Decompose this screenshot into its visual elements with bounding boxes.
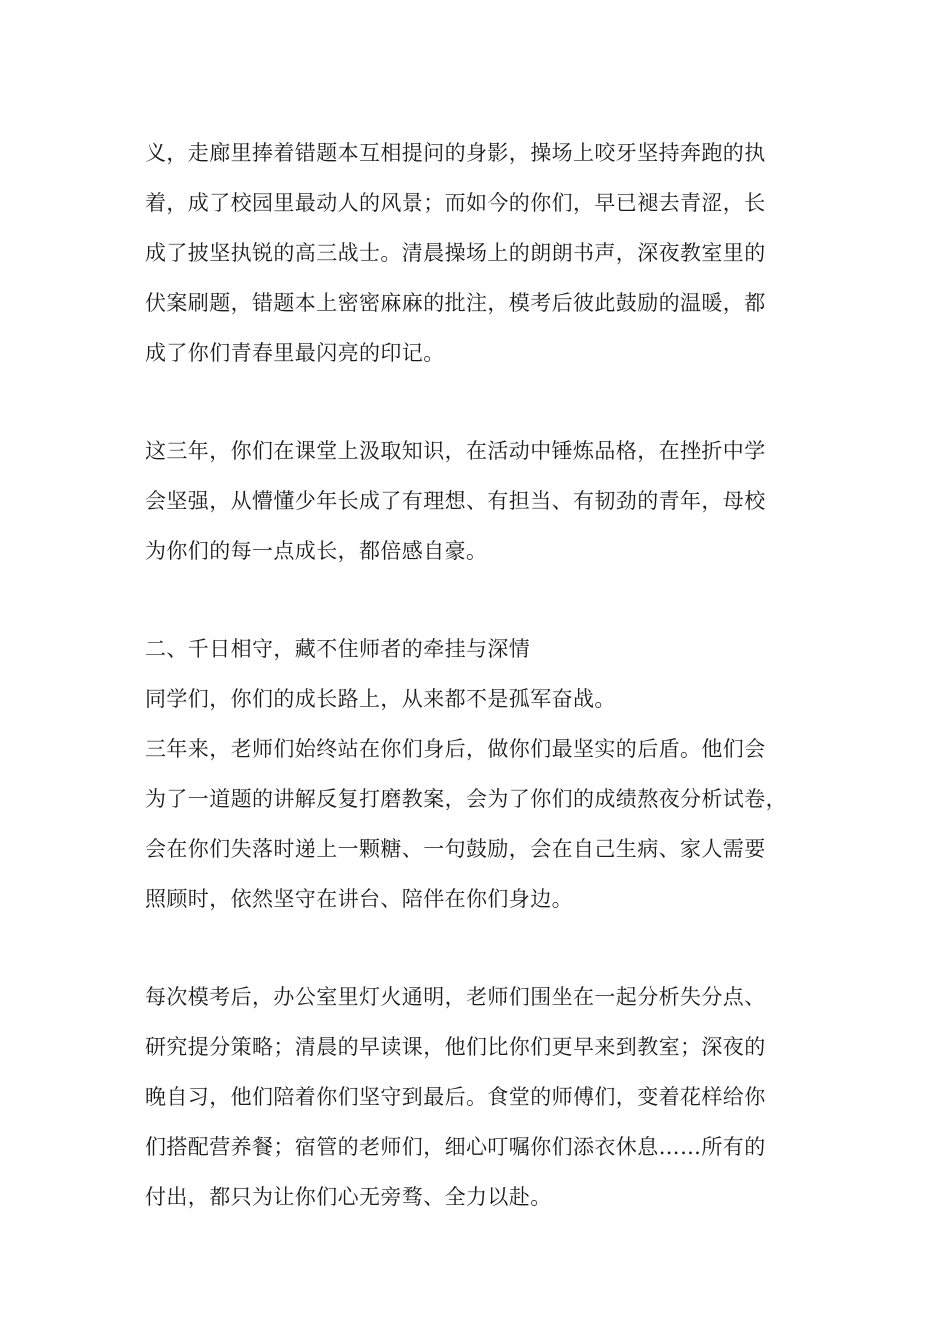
text-line: 照顾时，依然坚守在讲台、陪伴在你们身边。: [145, 887, 573, 911]
text-line: 三年来，老师们始终站在你们身后，做你们最坚实的后盾。他们会: [145, 737, 766, 761]
text-line: 付出，都只为让你们心无旁骛、全力以赴。: [145, 1185, 552, 1209]
text-line: 研究提分策略；清晨的早读课，他们比你们更早来到教室；深夜的: [145, 1035, 766, 1059]
text-line: 成了披坚执锐的高三战士。清晨操场上的朗朗书声，深夜教室里的: [145, 241, 766, 265]
text-line: 伏案刷题，错题本上密密麻麻的批注，模考后彼此鼓励的温暖，都: [145, 291, 766, 315]
text-line: 为你们的每一点成长，都倍感自豪。: [145, 539, 488, 563]
text-line: 成了你们青春里最闪亮的印记。: [145, 341, 445, 365]
text-line: 同学们，你们的成长路上，从来都不是孤军奋战。: [145, 687, 616, 711]
text-line: 这三年，你们在课堂上汲取知识，在活动中锤炼品格，在挫折中学: [145, 439, 766, 463]
text-line: 每次模考后，办公室里灯火通明，老师们围坐在一起分析失分点、: [145, 985, 766, 1009]
section-heading: 二、千日相守，藏不住师者的牵挂与深情: [145, 637, 531, 661]
text-line: 们搭配营养餐；宿管的老师们，细心叮嘱你们添衣休息……所有的: [145, 1135, 766, 1159]
text-line: 晚自习，他们陪着你们坚守到最后。食堂的师傅们，变着花样给你: [145, 1085, 766, 1109]
text-line: 义，走廊里捧着错题本互相提问的身影，操场上咬牙坚持奔跑的执: [145, 141, 766, 165]
text-line: 着，成了校园里最动人的风景；而如今的你们，早已褪去青涩，长: [145, 191, 766, 215]
text-line: 会坚强，从懵懂少年长成了有理想、有担当、有韧劲的青年，母校: [145, 489, 766, 513]
text-line: 为了一道题的讲解反复打磨教案，会为了你们的成绩熬夜分析试卷，: [145, 787, 787, 811]
text-line: 会在你们失落时递上一颗糖、一句鼓励，会在自己生病、家人需要: [145, 837, 766, 861]
